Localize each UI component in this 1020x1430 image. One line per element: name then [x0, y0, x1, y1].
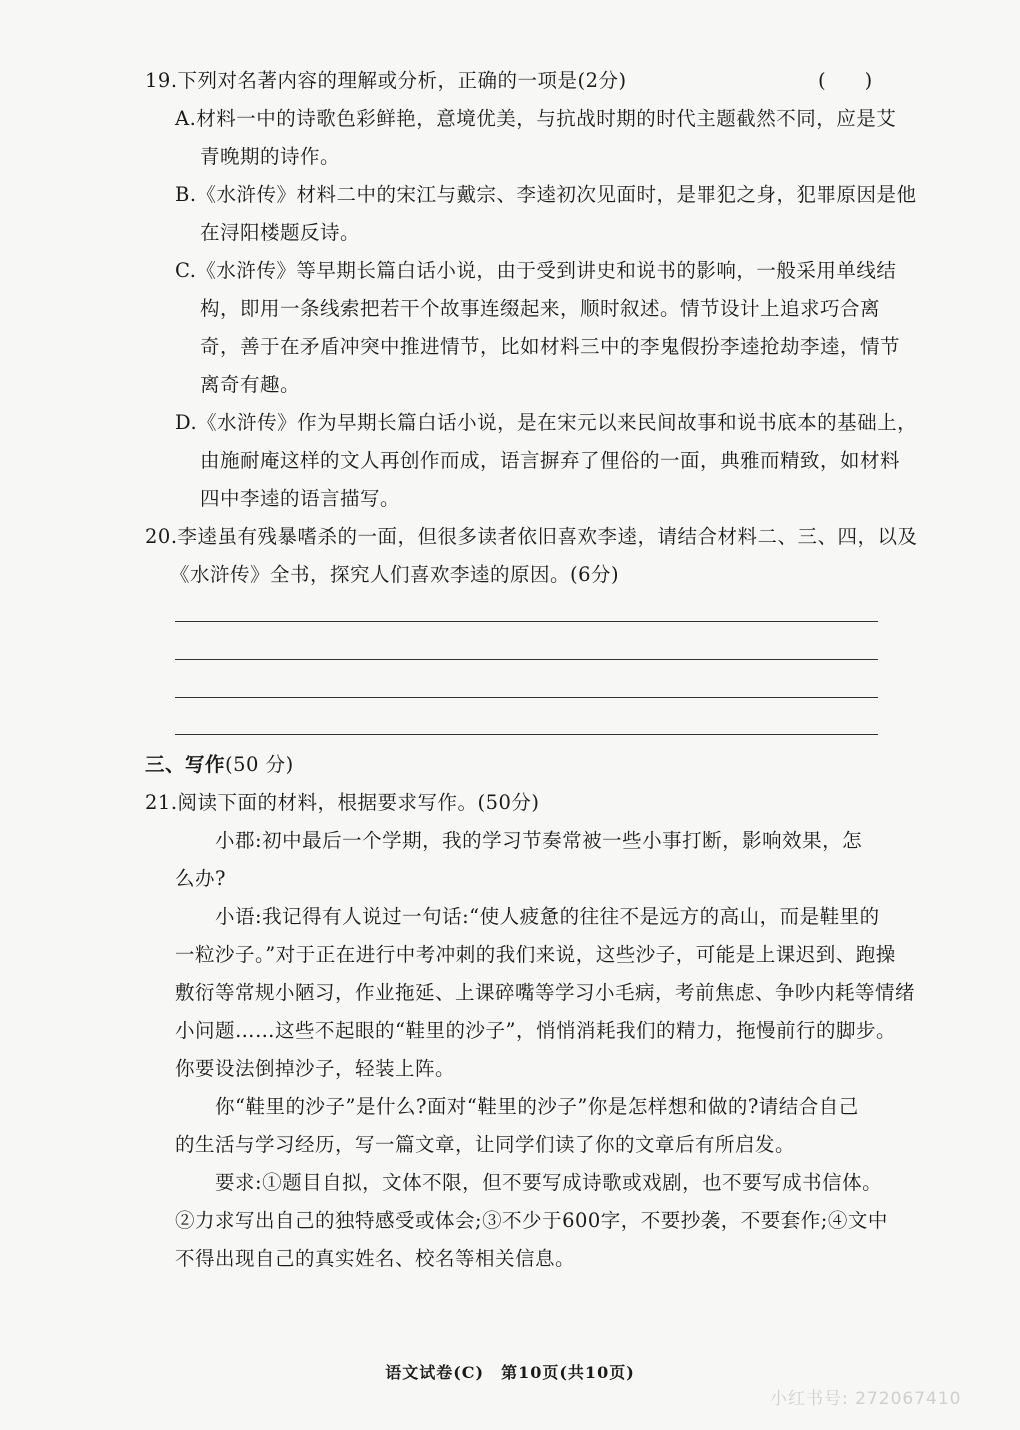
q21-prompt-line1: 你“鞋里的沙子”是什么?面对“鞋里的沙子”你是怎样想和做的?请结合自己 — [215, 1095, 859, 1118]
answer-line[interactable] — [175, 659, 878, 660]
answer-line[interactable] — [175, 621, 878, 622]
q19-option-c-line4: 离奇有趣。 — [200, 373, 301, 396]
q19-option-c-line3: 奇，善于在矛盾冲突中推进情节，比如材料三中的李鬼假扮李逵抢劫李逵，情节 — [200, 335, 901, 358]
q19-stem: 19.下列对名著内容的理解或分析，正确的一项是(2分) — [145, 69, 627, 92]
q19-option-b-line1: B.《水浒传》材料二中的宋江与戴宗、李逵初次见面时，是罪犯之身，犯罪原因是他 — [175, 183, 917, 206]
q21-material-p1-line2: 么办? — [175, 867, 226, 890]
q19-option-d-line2: 由施耐庵这样的文人再创作而成，语言摒弃了俚俗的一面，典雅而精致，如材料 — [200, 449, 901, 472]
q21-requirement-line3: 不得出现自己的真实姓名、校名等相关信息。 — [175, 1247, 576, 1270]
q21-stem: 21.阅读下面的材料，根据要求写作。(50分) — [145, 791, 540, 814]
q19-option-c-line2: 构，即用一条线索把若干个故事连缀起来，顺时叙述。情节设计上追求巧合离 — [200, 297, 881, 320]
q20-stem-line2: 《水浒传》全书，探究人们喜欢李逵的原因。(6分) — [170, 563, 620, 586]
q21-material-p2-line3: 敷衍等常规小陋习，作业拖延、上课碎嘴等学习小毛病，考前焦虑、争吵内耗等情绪 — [175, 981, 916, 1004]
q19-option-a-line2: 青晚期的诗作。 — [200, 145, 341, 168]
q21-material-p2-line1: 小语:我记得有人说过一句话:“使人疲惫的往往不是远方的高山，而是鞋里的 — [215, 905, 880, 928]
q21-requirement-line1: 要求:①题目自拟，文体不限，但不要写成诗歌或戏剧，也不要写成书信体。 — [215, 1171, 883, 1194]
q19-option-d-line1: D.《水浒传》作为早期长篇白话小说，是在宋元以来民间故事和说书底本的基础上， — [175, 411, 918, 434]
q19-answer-bracket: ( ) — [818, 69, 873, 92]
section-points: (50 分) — [225, 753, 294, 776]
q21-material-p1-line1: 小郡:初中最后一个学期，我的学习节奏常被一些小事打断，影响效果，怎 — [215, 829, 863, 852]
q19-option-b-line2: 在浔阳楼题反诗。 — [200, 221, 361, 244]
q21-requirement-line2: ②力求写出自己的独特感受或体会;③不少于600字，不要抄袭，不要套作;④文中 — [175, 1209, 888, 1232]
q21-prompt-line2: 的生活与学习经历，写一篇文章，让同学们读了你的文章后有所启发。 — [175, 1133, 796, 1156]
q21-material-p2-line5: 你要设法倒掉沙子，轻装上阵。 — [175, 1057, 456, 1080]
answer-line[interactable] — [175, 734, 878, 735]
q19-option-a-line1: A.材料一中的诗歌色彩鲜艳，意境优美，与抗战时期的时代主题截然不同，应是艾 — [175, 107, 897, 130]
page-footer: 语文试卷(C) 第10页(共10页) — [385, 1363, 635, 1382]
q21-material-p2-line4: 小问题……这些不起眼的“鞋里的沙子”，悄悄消耗我们的精力，拖慢前行的脚步。 — [175, 1019, 896, 1042]
q19-option-c-line1: C.《水浒传》等早期长篇白话小说，由于受到讲史和说书的影响，一般采用单线结 — [175, 259, 897, 282]
watermark: 小红书号: 272067410 — [770, 1389, 962, 1409]
section-heading — [145, 752, 294, 778]
q19-option-d-line3: 四中李逵的语言描写。 — [200, 487, 401, 510]
answer-line[interactable] — [175, 697, 878, 698]
section-title: 三、写作 — [145, 753, 226, 776]
q20-stem-line1: 20.李逵虽有残暴嗜杀的一面，但很多读者依旧喜欢李逵，请结合材料二、三、四，以及 — [145, 525, 918, 548]
q21-material-p2-line2: 一粒沙子。”对于正在进行中考冲刺的我们来说，这些沙子，可能是上课迟到、跑操 — [175, 943, 896, 966]
